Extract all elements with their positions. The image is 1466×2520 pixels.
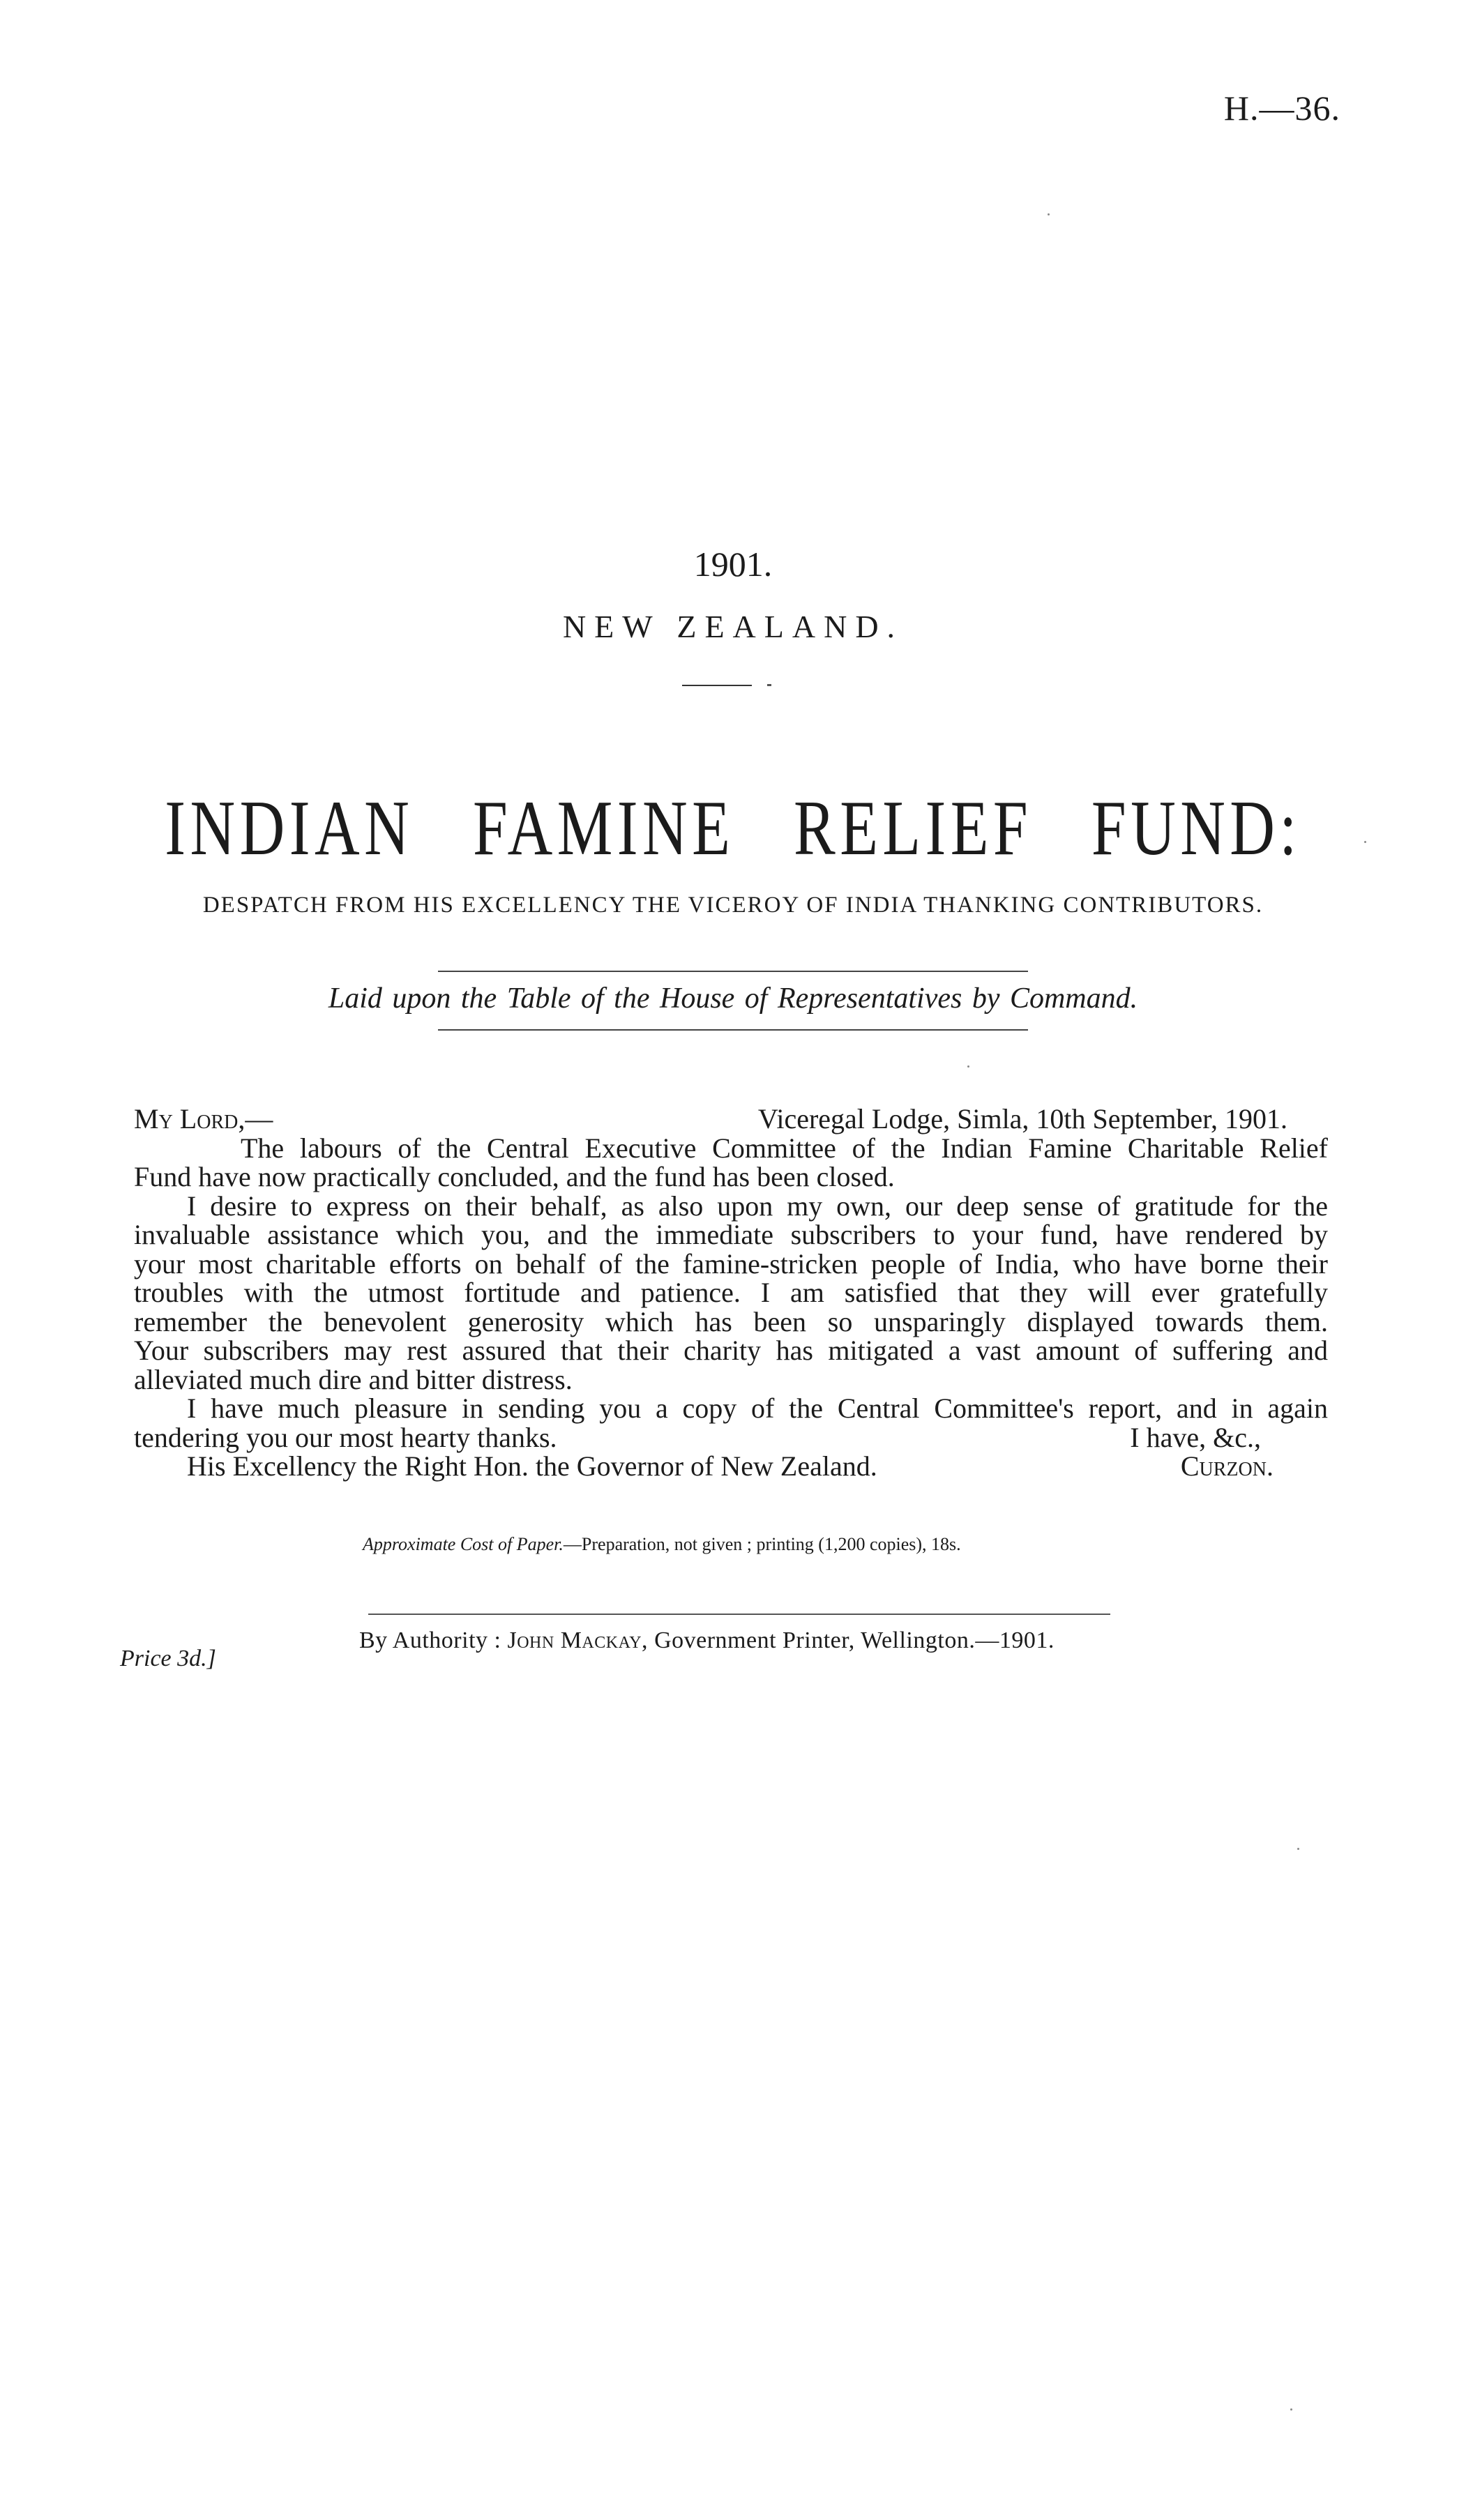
paragraph-2-line-3: your most charitable efforts on behalf of the famine-stricken people of India, who have borne their	[134, 1247, 1328, 1280]
addressee-row	[134, 1452, 1328, 1481]
paper-speck	[1297, 1848, 1299, 1850]
signature: Curzon.	[1180, 1450, 1274, 1482]
paper-speck	[1364, 841, 1366, 843]
cost-text: —Preparation, not given ; printing (1,200 copies), 18s.	[563, 1534, 961, 1554]
paper-speck	[1048, 213, 1050, 215]
closing-formula: I have, &c.,	[1130, 1421, 1261, 1453]
paper-speck	[1290, 2408, 1292, 2411]
paragraph-2-line-2: invaluable assistance which you, and the immediate subscribers to your fund, have rendered by	[134, 1219, 1328, 1250]
paragraph-2-line-7: alleviated much dire and bitter distress.	[134, 1363, 573, 1395]
document-subtitle: DESPATCH FROM HIS EXCELLENCY THE VICEROY OF INDIA THANKING CONTRIBUTORS.	[202, 893, 1264, 918]
paragraph-3-line-1: I have much pleasure in sending you a copy of the Central Committee's report, and in again	[187, 1392, 1328, 1424]
authority-prefix: By Authority :	[359, 1627, 501, 1653]
printer-name: John Mackay,	[507, 1627, 649, 1653]
footer-rule	[368, 1614, 1110, 1615]
document-title: INDIAN FAMINE RELIEF FUND:	[165, 785, 1301, 872]
printer-authority	[359, 1627, 1055, 1654]
price-note: Price 3d.]	[120, 1646, 216, 1671]
paper-speck	[967, 1065, 969, 1068]
paragraph-3-closing-row	[134, 1423, 1328, 1452]
paragraph-2-line-6: Your subscribers may rest assured that their charity has mitigated a vast amount of suffering and	[134, 1335, 1328, 1366]
paper-reference: H.—36.	[1223, 89, 1340, 128]
paragraph-2-line-5: remember the benevolent generosity which has been so unsparingly displayed towards them.	[134, 1305, 1328, 1337]
paragraph-1-line-1: The labours of the Central Executive Committee of the Indian Famine Charitable Relief	[241, 1132, 1328, 1164]
letter-body	[134, 1105, 1328, 1481]
short-divider-dot	[767, 684, 771, 686]
country-heading: NEW ZEALAND.	[562, 609, 904, 644]
letter-header-row	[134, 1105, 1328, 1134]
short-divider	[682, 685, 752, 686]
salutation: My Lord,—	[134, 1103, 273, 1134]
laid-statement: Laid upon the Table of the House of Representatives by Command.	[328, 982, 1138, 1015]
cost-of-paper	[363, 1534, 961, 1555]
authority-suffix: Government Printer, Wellington.—1901.	[654, 1627, 1055, 1653]
bottom-rule	[438, 1029, 1028, 1031]
addressee: His Excellency the Right Hon. the Governor of New Zealand.	[187, 1450, 877, 1482]
paragraph-2-line-1: I desire to express on their behalf, as also upon my own, our deep sense of gratitude for the	[187, 1190, 1328, 1222]
cost-label: Approximate Cost of Paper.	[363, 1534, 564, 1554]
paragraph-3-line-2: tendering you our most hearty thanks.	[134, 1421, 557, 1453]
paragraph-2-line-4: troubles with the utmost fortitude and patience. I am satisfied that they will ever gratefully	[134, 1277, 1328, 1308]
top-rule	[438, 971, 1028, 972]
paragraph-1-line-2: Fund have now practically concluded, and the fund has been closed.	[134, 1161, 895, 1192]
year-heading: 1901.	[693, 545, 773, 584]
address-date: Viceregal Lodge, Simla, 10th September, 1901.	[757, 1103, 1287, 1134]
